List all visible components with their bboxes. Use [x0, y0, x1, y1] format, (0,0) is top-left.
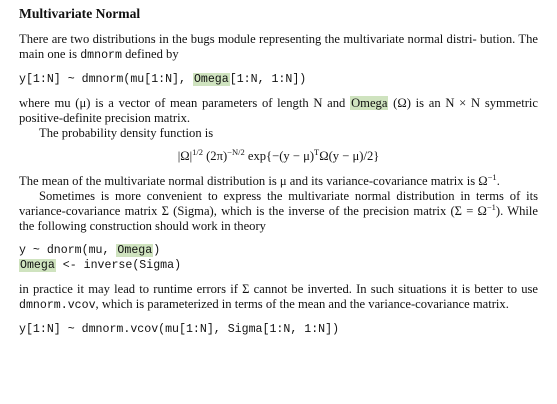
- intro-text: There are two distributions in the bugs module representing the multivariate normal distri- bution. The main one is: [19, 32, 538, 61]
- definition-text-end: (Ω) is an N × N symmetric positive-definite precision matrix.: [19, 96, 538, 125]
- formula-exp-n2: −N/2: [227, 146, 245, 157]
- omega-highlight: Omega: [351, 96, 388, 110]
- runtime-text: in practice it may lead to runtime errors if Σ cannot be inverted. In such situations it is better to use: [19, 282, 538, 296]
- code-block-dmnorm-vcov: y[1:N] ~ dmnorm.vcov(mu[1:N], Sigma[1:N, 1:N]): [19, 323, 340, 336]
- mean-text: The mean of the multivariate normal distribution is μ and its variance-covariance matrix is Ω: [19, 174, 488, 188]
- section-heading: Multivariate Normal: [19, 6, 141, 21]
- code-text: y ~ dnorm(mu,: [19, 244, 117, 257]
- definition-paragraph: [19, 96, 538, 126]
- omega-highlight: Omega: [117, 244, 153, 257]
- inverse-superscript: −1: [487, 171, 497, 182]
- intro-paragraph: [19, 32, 538, 63]
- intro-text-end: defined by: [121, 47, 179, 61]
- inverse-superscript: −1: [486, 201, 496, 212]
- code-text: [1:N, 1:N]): [229, 73, 307, 86]
- formula-exp: exp{−(y − μ): [244, 149, 315, 163]
- formula-rest: Ω(y − μ)/2}: [319, 149, 380, 163]
- sigma-paragraph: [19, 189, 538, 234]
- dmnorm-vcov-inline-code: dmnorm.vcov: [19, 299, 96, 312]
- definition-text: where mu (μ) is a vector of mean parameters of length N and: [19, 96, 351, 110]
- mean-paragraph: [19, 171, 538, 189]
- omega-highlight: Omega: [193, 73, 229, 86]
- sigma-text: Sometimes is more convenient to express the multivariate normal distribution in terms of its variance-covariance matrix Σ (Sigma), which is the inverse of the precision matrix (Σ = Ω: [19, 189, 538, 218]
- code-text: ): [153, 244, 161, 257]
- runtime-paragraph: [19, 282, 538, 313]
- mean-text-end: .: [496, 174, 500, 188]
- code-text: y[1:N] ~ dmnorm(mu[1:N],: [19, 73, 193, 86]
- code-text: <- inverse(Sigma): [55, 259, 182, 272]
- document-page: [19, 6, 538, 337]
- sigma-text-end: ). While the following construction should work in theory: [19, 204, 538, 233]
- pdf-intro: The probability density function is: [39, 126, 214, 140]
- formula-twopi: (2π): [202, 149, 228, 163]
- formula-det: |Ω|: [177, 149, 193, 163]
- code-block-dmnorm: [19, 72, 538, 87]
- formula-exp-half: 1/2: [192, 146, 203, 157]
- formula-transpose: T: [314, 146, 320, 157]
- pdf-formula: [19, 146, 538, 164]
- omega-highlight: Omega: [20, 259, 55, 272]
- dmnorm-inline-code: dmnorm: [80, 49, 122, 62]
- code-block-dnorm: [19, 243, 538, 273]
- runtime-text-end: , which is parameterized in terms of the mean and the variance-covariance matrix.: [95, 297, 509, 311]
